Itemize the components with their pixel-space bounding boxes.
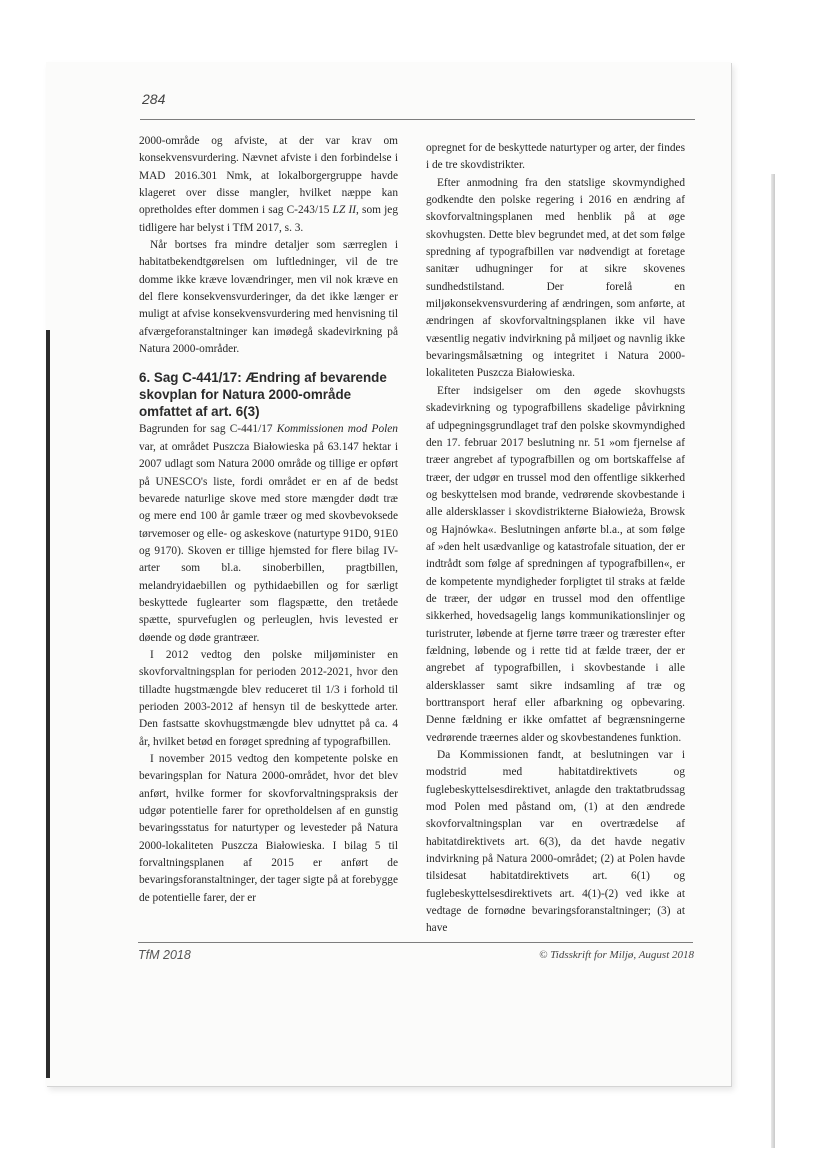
paragraph: I 2012 vedtog den polske miljøminister en skovforvaltningsplan for perioden 2012-2021, hvor den tilladte hugstmængde blev reduceret til 1/3 i forhold til perioden 2003-2012 af hensyn til de beskyttede arter. Den fastsatte skovhugstmængde blev udnyttet på ca. 4 år, hvilket betød en forøget spredning af typografbillen.: [139, 648, 398, 748]
paragraph: 2000-område og afviste, at der var krav om konsekvensvurdering. Nævnet afviste i den forbindelse i MAD 2016.301 Nmk, at lokalborgergruppe havde klageret over disse mangler, hvilket næppe kan opretholdes efter dommen i sag C-243/15 LZ II, som jeg tidligere har belyst i TfM 2017, s. 3.: [139, 135, 399, 234]
scan-edge-right: [771, 174, 775, 1148]
scan-edge-left: [46, 330, 50, 1078]
header-rule: [140, 119, 695, 120]
section-heading: 6. Sag C-441/17: Ændring af bevarende skovplan for Natura 2000-område omfattet af art. 6(3): [139, 370, 387, 420]
paragraph: Da Kommissionen fandt, at beslutningen var i modstrid med habitatdirektivets og fuglebeskyttelsesdirektivet, anlagde den traktatbrudssag mod Polen med påstand om, (1) at den ændrede skovforvaltningsplan var en overtrædelse af habitatdirektivets art. 6(3), da det havde negativ indvirkning på Natura 2000-området; (2) at Polen havde tilsidesat habitatdirektivets art. 6(1) og fuglebeskyttelsesdirektivets art. 4(1)-(2) ved ikke at vedtage de fornødne bevaringsforanstaltninger; (3) at have: [426, 749, 685, 935]
paragraph: Efter indsigelser om den øgede skovhugsts skadevirkning og typografbillens skadelige påvirkning af udpegningsgrundlaget traf den polske skovmyndighed den 17. februar 2017 beslutning nr. 51 »om fjernelse af træer angrebet af typografbillen og om bortskaffelse af træer, der udgør en trussel mod den offentlige sikkerhed og beskyttelsen mod brande, vedrørende skovbestande i alle aldersklasser i skovdistrikterne Białowieża, Browsk og Hajnówka«. Beslutningen anførte bl.a., at som følge af »den helt usædvanlige og katastrofale situation, der er indtrådt som følge af spredningen af typografbillen«, er de kompetente myndigheder forpligtet til straks at fælde de træer, der udgør en trussel mod den offentlige sikkerhed, hovedsagelig langs kommunikationslinjer og turistruter, løbende at fjerne tørre træer og trærester efter fældning, løbende og i rette tid at fælde træer, der er angrebet af typografbillen, i skovbestande i alle aldersklasser samt sikre indsamling af træ og borttransport heraf eller afbarkning og opbevaring. Denne fældning er ikke omfattet af begrænsningerne vedrørende træernes alder og skovbestandenes funktion.: [426, 384, 685, 744]
paragraph: Bagrunden for sag C-441/17 Kommissionen mod Polen var, at området Puszcza Białowieska på 63.147 hektar i 2007 udlagt som Natura 2000 område og tillige er opført på UNESCO's liste, fordi området er en af de bedst bevarede naturlige skove med store mængder dødt træ og mere end 100 år gamle træer og med skovbevoksede tørvemoser og elle- og askeskove (naturtype 91D0, 91E0 og 9170). Skoven er tillige hjemsted for flere bilag IV-arter som bl.a. sinoberbillen, pragtbillen, melandryidaebillen og pythidaebillen og for særligt beskyttede fuglearter som flagspætte, den tretåede spætte, spurvefuglen og perleuglen, hvis levested er døende og døde grantræer.: [139, 423, 398, 644]
paragraph: Efter anmodning fra den statslige skovmyndighed godkendte den polske regering i 2016 en ændring af skovforvaltningsplanen med henblik på at øge skovhugsten. Dette blev begrundet med, at det som følge spredning af typografbillen var nødvendigt at foretage sanitær udhugninger for at sikre skovenes sundhedstilstand. Der forelå en miljøkonsekvensvurdering af ændringen, som anførte, at ændringen af skovforvaltningsplanen ikke vil have væsentlig negativ indvirkning på miljøet og navnlig ikke bevaringsmålsætning og integritet i Natura 2000-lokaliteten Puszcza Białowieska.: [426, 176, 685, 380]
paragraph: I november 2015 vedtog den kompetente polske en bevaringsplan for Natura 2000-området, hvor det blev anført, hvilke former for skovforvaltningspraksis der udgør potentielle farer for opretholdelsen af en gunstig bevaringsstatus for naturtyper og levesteder på Natura 2000-lokaliteten Puszcza Białowieska. I bilag 5 til forvaltningsplanen af 2015 er anført de bevaringsforanstaltninger, der tager sigte på at forebygge de potentielle farer, der er: [139, 753, 398, 904]
left-column: [139, 133, 398, 907]
paragraph: opregnet for de beskyttede naturtyper og arter, der findes i de tre skovdistrikter.: [426, 142, 685, 172]
page-number: 284: [142, 91, 166, 107]
footer-copyright: © Tidsskrift for Miljø, August 2018: [539, 949, 694, 961]
footer-rule: [138, 942, 693, 943]
right-column: [426, 140, 685, 938]
paragraph: Når bortses fra mindre detaljer som særreglen i habitatbekendtgørelsen om luftledninger, vil de tre domme ikke kræve lovændringer, men vil nok kræve en del flere konsekvensvurderinger, da det ikke længer er muligt at afvise konsekvensvurdering med henvisning til afværgeforanstaltninger kan imødegå skadevirkning på Natura 2000-områder.: [139, 239, 398, 356]
footer-journal: TfM 2018: [138, 948, 191, 962]
